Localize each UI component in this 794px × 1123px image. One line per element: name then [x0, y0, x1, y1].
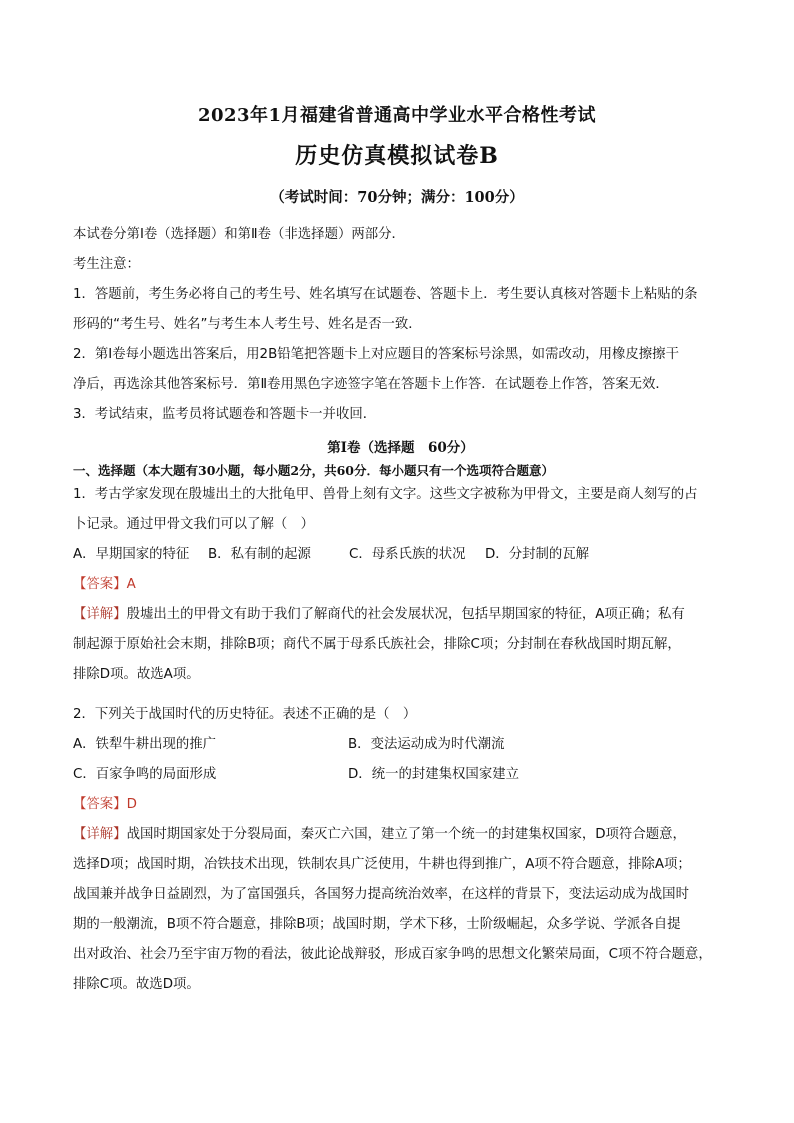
q2-detail-e: 出对政治、社会乃至宇宙万物的看法，彼此论战辩驳，形成百家争鸣的思想文化繁荣局面，C项不符合题意，	[73, 947, 712, 962]
q2-detail-text-a: 战国时期国家处于分裂局面，秦灭亡六国，建立了第一个统一的封建集权国家，D项符合题意，	[126, 827, 686, 842]
notice-2b: 净后，再选涂其他答案标号．第Ⅱ卷用黑色字迹签字笔在答题卡上作答．在试题卷上作答，答案无效．	[73, 377, 669, 392]
q2-detail-f: 排除C项。故选D项。	[73, 977, 200, 992]
notice-1b: 形码的“考生号、姓名”与考生本人考生号、姓名是否一致．	[73, 317, 422, 332]
q2-detail-d: 期的一般潮流，B项不符合题意，排除B项；战国时期，学术下移，士阶级崛起，众多学说、学派各自提	[73, 917, 681, 932]
q1-option-a: A．早期国家的特征	[73, 547, 190, 562]
exam-subtitle: 历史仿真模拟试卷B	[295, 143, 499, 169]
intro-block	[73, 220, 728, 430]
notice-title: 考生注意：	[73, 257, 140, 272]
part-heading: 一、选择题（本大题有30小题，每小题2分，共60分．每小题只有一个选项符合题意）	[73, 463, 554, 478]
question-2	[73, 700, 728, 1000]
q2-option-c: C．百家争鸣的局面形成	[73, 767, 217, 782]
notice-1a: 1．答题前，考生务必将自己的考生号、姓名填写在试题卷、答题卡上．考生要认真核对答题卡上粘贴的条	[73, 287, 698, 302]
intro-line: 本试卷分第Ⅰ卷（选择题）和第Ⅱ卷（非选择题）两部分．	[73, 227, 405, 242]
notice-2a: 2．第Ⅰ卷每小题选出答案后，用2B铅笔把答题卡上对应题目的答案标号涂黑，如需改动，用橡皮擦擦干	[73, 347, 679, 362]
exam-title: 2023年1月福建省普通高中学业水平合格性考试	[197, 105, 597, 126]
q2-answer	[73, 790, 728, 820]
q1-answer-tag: 【答案】	[73, 577, 127, 592]
q1-detail-b: 制起源于原始社会末期，排除B项；商代不属于母系氏族社会，排除C项；分封制在春秋战国时期瓦解，	[73, 637, 681, 652]
exam-time-info: （考试时间：70分钟；满分：100分）	[270, 189, 524, 206]
question-1	[73, 480, 728, 690]
q1-option-c: C．母系氏族的状况	[349, 547, 466, 562]
q1-answer	[73, 570, 728, 600]
q2-option-b: B．变法运动成为时代潮流	[348, 737, 505, 752]
q1-answer-value: A	[126, 577, 136, 592]
section-title: 第Ⅰ卷（选择题 60分）	[327, 440, 474, 456]
q1-stem-a: 1．考古学家发现在殷墟出土的大批龟甲、兽骨上刻有文字。这些文字被称为甲骨文，主要是商人刻写的占	[73, 487, 698, 502]
notice-3: 3．考试结束，监考员将试题卷和答题卡一并收回．	[73, 407, 377, 422]
q2-answer-value: D	[126, 797, 137, 812]
q1-stem-b: 卜记录。通过甲骨文我们可以了解（ ）	[73, 517, 315, 532]
q2-options-row-1	[73, 730, 728, 760]
q2-detail-a	[73, 820, 728, 850]
q2-option-d: D．统一的封建集权国家建立	[348, 767, 519, 782]
q2-detail-tag: 【详解】	[73, 827, 127, 842]
section-1	[73, 437, 728, 483]
q1-detail-a	[73, 600, 728, 630]
q1-option-b: B．私有制的起源	[208, 547, 311, 562]
q2-detail-b: 选择D项；战国时期，冶铁技术出现，铁制农具广泛使用，牛耕也得到推广，A项不符合题意，排除A项；	[73, 857, 691, 872]
q1-option-d: D．分封制的瓦解	[485, 547, 590, 562]
q2-stem: 2．下列关于战国时代的历史特征。表述不正确的是（ ）	[73, 707, 417, 722]
q1-detail-tag: 【详解】	[73, 607, 127, 622]
q1-detail-c: 排除D项。故选A项。	[73, 667, 200, 682]
q1-options	[73, 540, 728, 570]
q1-detail-text-a: 殷墟出土的甲骨文有助于我们了解商代的社会发展状况，包括早期国家的特征，A项正确；私有	[126, 607, 685, 622]
q2-detail-c: 战国兼并战争日益剧烈，为了富国强兵，各国努力提高统治效率，在这样的背景下，变法运动成为战国时	[73, 887, 689, 902]
q2-answer-tag: 【答案】	[73, 797, 127, 812]
q2-options-row-2	[73, 760, 728, 790]
q2-option-a: A．铁犁牛耕出现的推广	[73, 737, 217, 752]
